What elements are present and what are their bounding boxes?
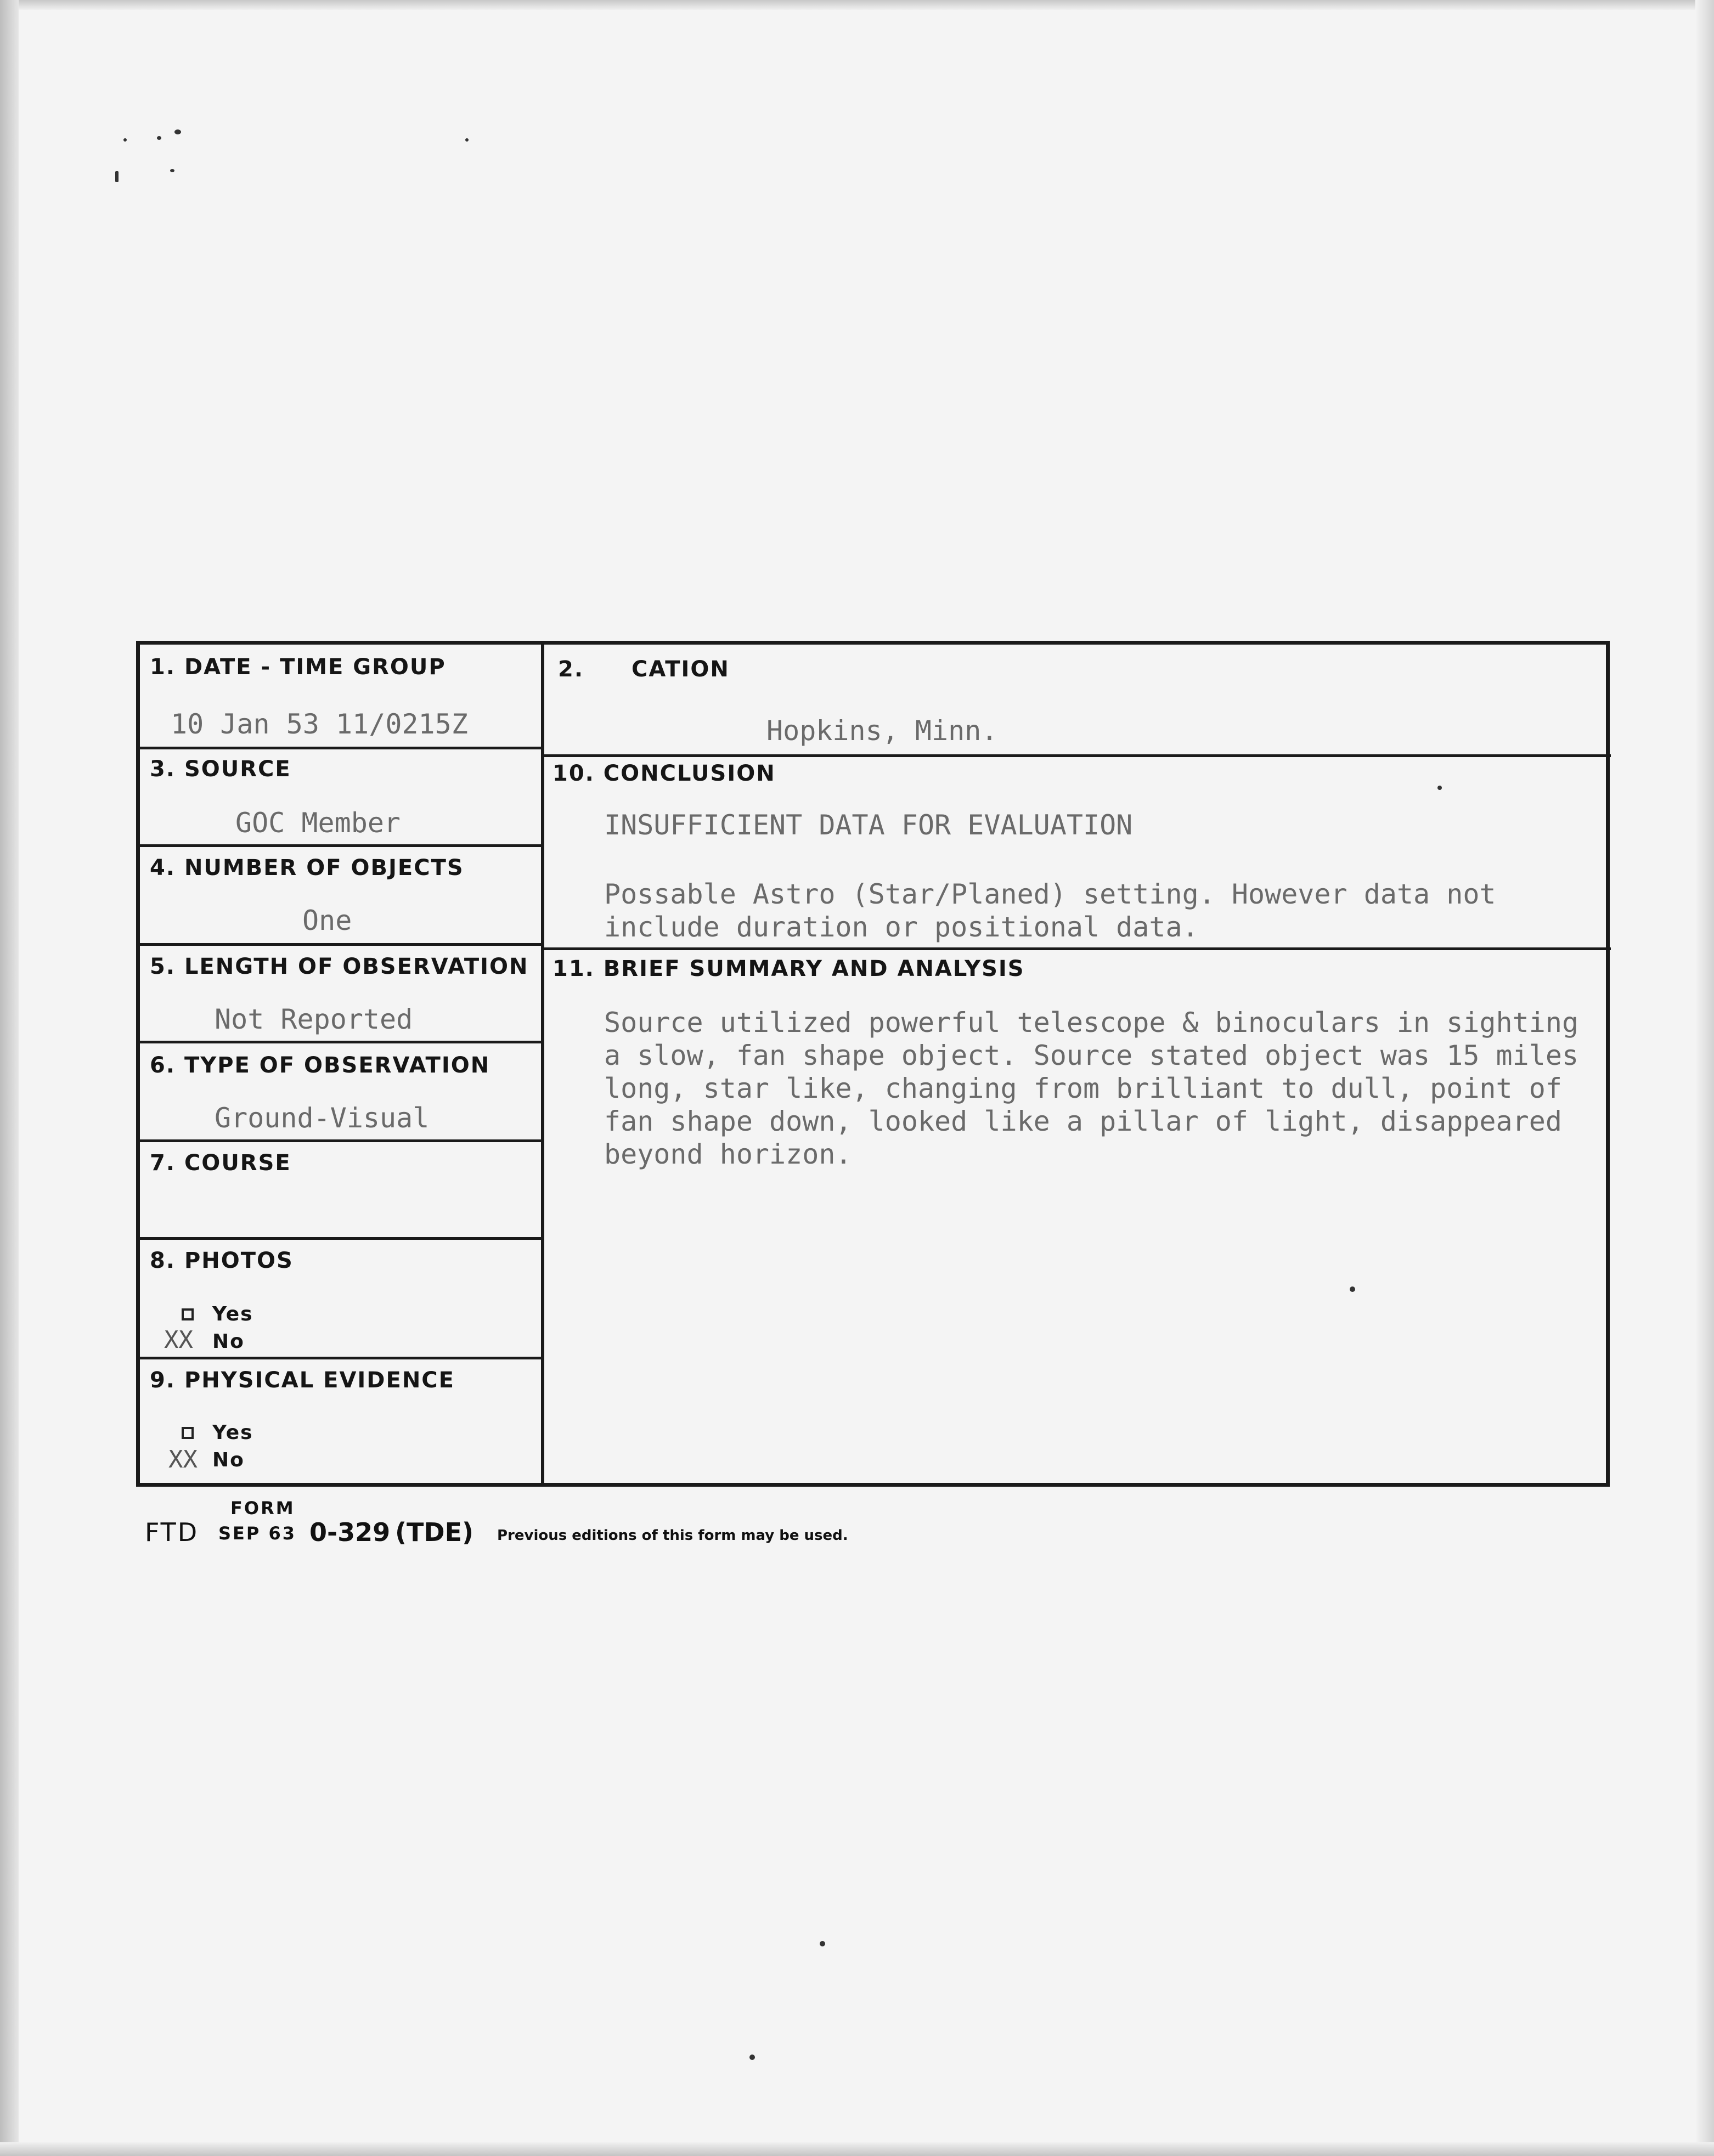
physical-evidence-yes-checkbox[interactable] (182, 1427, 194, 1439)
row-divider (140, 844, 543, 847)
summary-line: long, star like, changing from brilliant to dull, point of (604, 1073, 1562, 1104)
footer-form-word: FORM (230, 1498, 295, 1519)
physical-evidence-no-mark: XX (168, 1446, 198, 1474)
source-value: GOC Member (235, 807, 401, 839)
scan-speck (123, 138, 127, 142)
scan-speck (749, 2055, 755, 2060)
photos-label: 8. PHOTOS (150, 1248, 294, 1273)
physical-evidence-no-label: No (212, 1449, 245, 1471)
summary-label: 11. BRIEF SUMMARY AND ANALYSIS (552, 956, 1025, 981)
row-divider (140, 1237, 543, 1240)
page-edge-left (0, 0, 19, 2156)
number-of-objects-value: One (302, 905, 352, 936)
footer-date: SEP 63 (218, 1523, 297, 1544)
footer-note: Previous editions of this form may be used. (497, 1527, 848, 1544)
photos-no-mark: XX (164, 1326, 193, 1354)
scan-speck (157, 136, 161, 140)
scan-speck (174, 129, 181, 134)
scan-speck (115, 171, 119, 182)
row-divider (140, 747, 543, 749)
row-divider (541, 947, 1611, 950)
summary-line: Source utilized powerful telescope & binoculars in sighting (604, 1007, 1579, 1039)
scan-speck (820, 1941, 825, 1946)
location-value: Hopkins, Minn. (766, 715, 998, 747)
scan-speck (465, 138, 469, 142)
physical-evidence-label: 9. PHYSICAL EVIDENCE (150, 1368, 455, 1393)
conclusion-line: include duration or positional data. (604, 911, 1199, 943)
photos-yes-checkbox[interactable] (182, 1308, 194, 1320)
report-form (136, 641, 1610, 1487)
row-divider (140, 1041, 543, 1043)
number-of-objects-label: 4. NUMBER OF OBJECTS (150, 855, 464, 881)
date-time-group-value: 10 Jan 53 11/0215Z (171, 708, 468, 740)
footer-form-number: 0-329 (309, 1517, 391, 1547)
photos-yes-label: Yes (212, 1303, 253, 1325)
length-of-observation-label: 5. LENGTH OF OBSERVATION (150, 954, 529, 979)
page-edge-right (1695, 0, 1714, 2156)
summary-line: beyond horizon. (604, 1138, 852, 1170)
photos-no-label: No (212, 1330, 245, 1353)
conclusion-heading: INSUFFICIENT DATA FOR EVALUATION (604, 809, 1133, 841)
page-edge-bottom (0, 2142, 1714, 2156)
conclusion-line: Possable Astro (Star/Planed) setting. However data not (604, 878, 1496, 910)
scan-speck (170, 169, 174, 172)
footer-ftd: FTD (145, 1517, 199, 1547)
row-divider (140, 943, 543, 946)
footer-office: (TDE) (395, 1517, 474, 1547)
length-of-observation-value: Not Reported (215, 1003, 413, 1035)
row-divider (541, 754, 1611, 757)
row-divider (140, 1139, 543, 1142)
type-of-observation-value: Ground-Visual (215, 1102, 430, 1134)
conclusion-label: 10. CONCLUSION (552, 761, 776, 786)
physical-evidence-yes-label: Yes (212, 1421, 253, 1444)
summary-line: a slow, fan shape object. Source stated object was 15 miles (604, 1040, 1579, 1071)
date-time-group-label: 1. DATE - TIME GROUP (150, 654, 446, 680)
type-of-observation-label: 6. TYPE OF OBSERVATION (150, 1053, 490, 1078)
source-label: 3. SOURCE (150, 757, 291, 782)
summary-line: fan shape down, looked like a pillar of light, disappeared (604, 1105, 1562, 1137)
location-label: CATION (632, 657, 730, 682)
page-edge-top (0, 0, 1714, 10)
course-label: 7. COURSE (150, 1150, 291, 1176)
row-divider (140, 1357, 543, 1359)
location-label-number: 2. (558, 657, 584, 682)
